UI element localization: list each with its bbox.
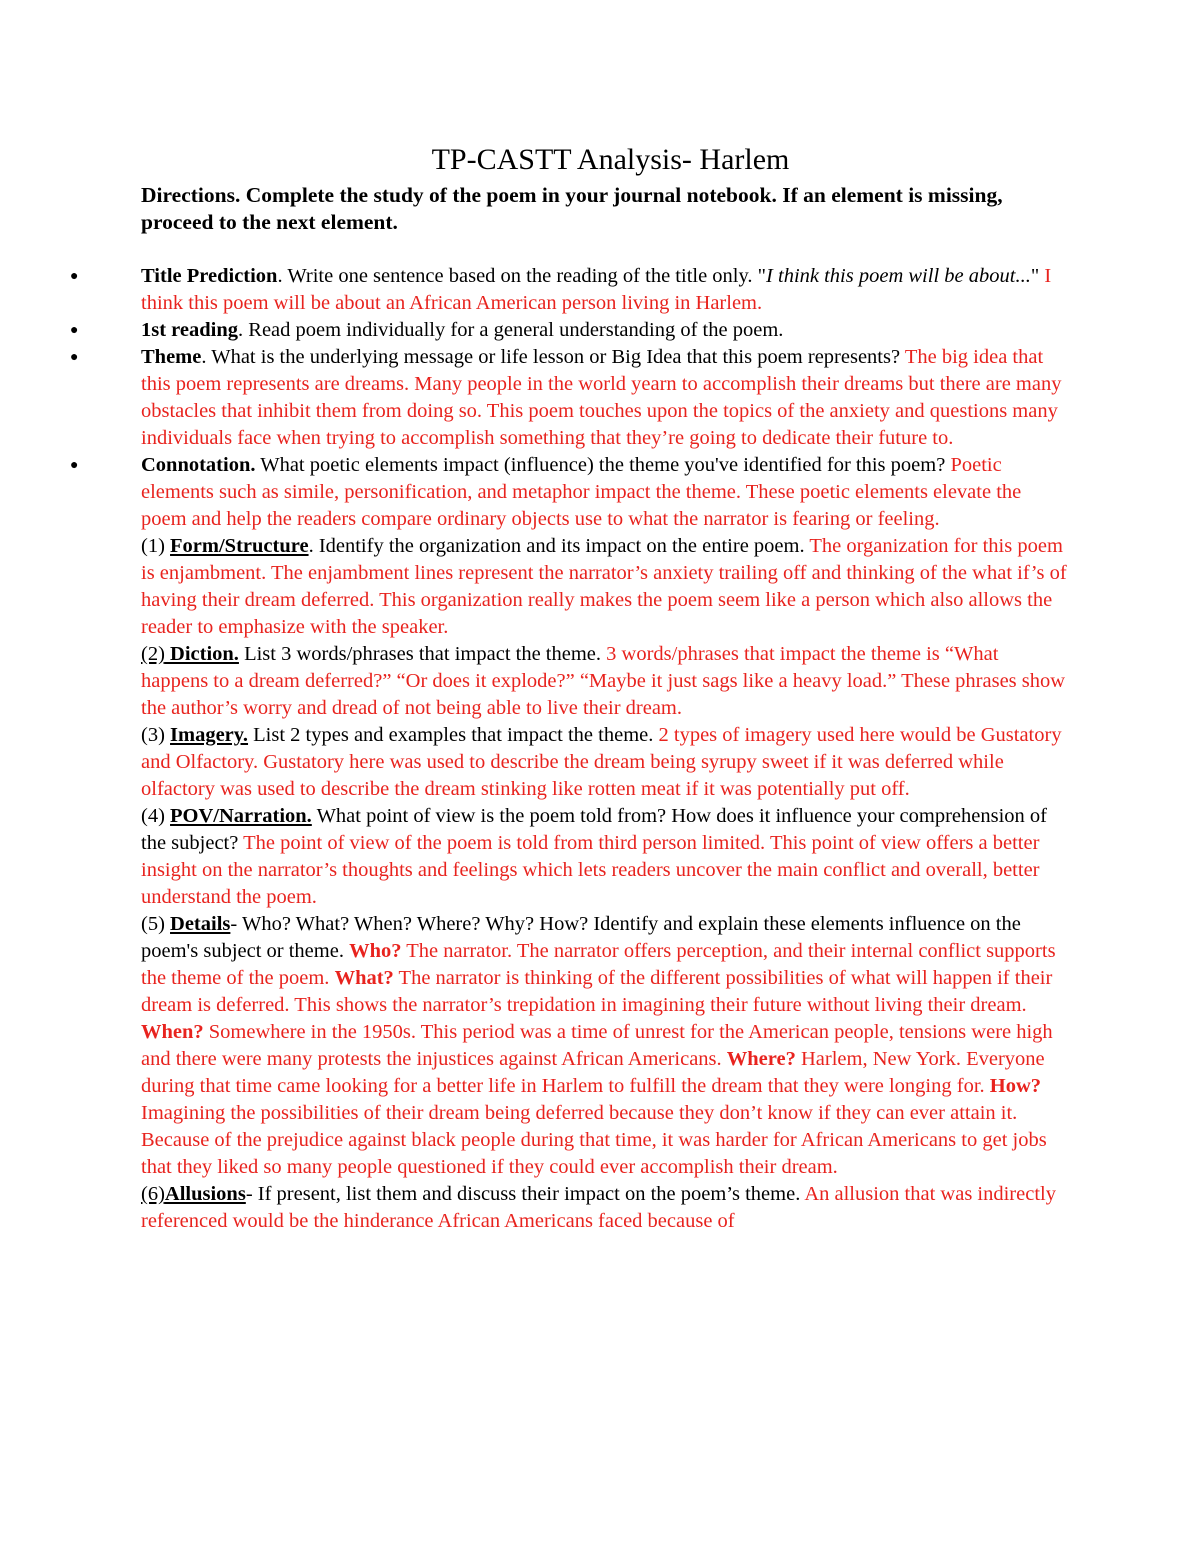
details-how-text: Imagining the possibilities of their dream being deferred because they don’t know if they can ever attain it. Because of the prejudice against black people during that time, it was harder for African Americans to get jobs that they liked so many people questioned if they could ever accomplish their dream. — [141, 1102, 1047, 1178]
directions-text: Complete the study of the poem in your journal notebook. If an element is missing, proceed to the next element. — [141, 183, 1003, 234]
details-how-label: How? — [989, 1075, 1042, 1097]
details-when-text: Somewhere in the 1950s. This period was a time of unrest for the American people, tensions were high and there were many protests the injustices against African Americans. — [141, 1021, 1053, 1070]
section-allusions — [141, 1181, 1070, 1235]
section-number: (5) — [141, 913, 171, 935]
section-prompt: List 2 types and examples that impact the theme. — [248, 724, 659, 746]
details-where-label: Where? — [726, 1048, 796, 1070]
item-heading: Title Prediction — [141, 265, 278, 287]
list-item-theme — [70, 344, 1070, 452]
section-prompt: - If present, list them and discuss their impact on the poem’s theme. — [245, 1183, 805, 1205]
section-imagery — [141, 722, 1070, 803]
section-heading: Diction. — [164, 643, 239, 665]
section-heading: Allusions — [164, 1183, 246, 1205]
list-item-title-prediction — [70, 263, 1070, 317]
bullet-icon — [70, 317, 141, 344]
section-prompt: List 3 words/phrases that impact the theme. — [238, 643, 607, 665]
bullet-icon — [70, 344, 141, 371]
details-where-text: Harlem, New York. Everyone during that time came looking for a better life in Harlem to fulfill the dream that they were longing for. — [141, 1048, 1045, 1097]
list-item-connotation — [70, 452, 1070, 533]
details-what-label: What? — [334, 967, 394, 989]
section-prompt: - Who? What? When? Where? Why? How? Identify and explain these elements influence on the poem's subject or theme. — [141, 913, 1021, 962]
section-number: (6) — [141, 1183, 165, 1205]
item-heading: Connotation. — [141, 454, 256, 476]
item-prompt-italic: I think this poem will be about... — [766, 265, 1031, 287]
item-prompt-end: " — [1030, 265, 1045, 287]
list-item-first-reading — [70, 317, 1070, 344]
item-answer: Poetic elements such as simile, personification, and metaphor impact the theme. These poetic elements elevate the poem and help the readers compare ordinary objects use to what the narrator is fearing or feeling. — [141, 454, 1022, 530]
bullet-icon — [70, 452, 141, 479]
section-heading: Imagery. — [170, 724, 249, 746]
section-prompt: . Identify the organization and its impact on the entire poem. — [308, 535, 810, 557]
section-heading: Details — [170, 913, 231, 935]
section-answer: The organization for this poem is enjambment. The enjambment lines represent the narrator’s anxiety trailing off and thinking of the what if’s of having their dream deferred. This organization really makes the poem seem like a person which also allows the reader to emphasize with the speaker. — [141, 535, 1067, 638]
section-details — [141, 911, 1070, 1181]
section-form-structure — [141, 533, 1070, 641]
section-number: (3) — [141, 724, 171, 746]
details-who-text: The narrator. The narrator offers perception, and their internal conflict supports the theme of the poem. — [141, 940, 1056, 989]
analysis-body — [141, 263, 1070, 1235]
section-answer: The point of view of the poem is told from third person limited. This point of view offers a better insight on the narrator’s thoughts and feelings which lets readers uncover the main conflict and overall, better understand the poem. — [141, 832, 1040, 908]
item-prompt: What poetic elements impact (influence) the theme you've identified for this poem? — [255, 454, 951, 476]
section-number: (4) — [141, 805, 171, 827]
section-diction — [141, 641, 1070, 722]
item-prompt: . What is the underlying message or life lesson or Big Idea that this poem represents? — [201, 346, 905, 368]
details-when-label: When? — [141, 1021, 204, 1043]
bullet-icon — [70, 263, 141, 290]
item-heading: Theme — [141, 346, 202, 368]
item-prompt: . Read poem individually for a general understanding of the poem. — [238, 319, 784, 341]
section-heading: POV/Narration. — [170, 805, 312, 827]
directions-label: Directions. — [141, 183, 241, 207]
page-title: TP-CASTT Analysis- Harlem — [431, 143, 790, 176]
item-prompt: . Write one sentence based on the reading of the title only. " — [277, 265, 767, 287]
section-answer: 2 types of imagery used here would be Gustatory and Olfactory. Gustatory here was used to describe the dream being syrupy sweet if it was deferred while olfactory was used to describe the dream stinking like rotten meat if it was potentially put off. — [141, 724, 1062, 800]
section-number: (1) — [141, 535, 171, 557]
details-who-label: Who? — [349, 940, 402, 962]
section-pov-narration — [141, 803, 1070, 911]
directions-paragraph — [141, 182, 1070, 236]
item-answer: I think this poem will be about an African American person living in Harlem. — [141, 265, 1052, 314]
section-answer: An allusion that was indirectly referenced would be the hinderance African Americans faced because of — [141, 1183, 1056, 1232]
details-what-text: The narrator is thinking of the different possibilities of what will happen if their dream is deferred. This shows the narrator’s trepidation in imagining their future without living their dream. — [141, 967, 1053, 1016]
section-answer: 3 words/phrases that impact the theme is “What happens to a dream deferred?” “Or does it explode?” “Maybe it just sags like a heavy load.” These phrases show the author’s worry and dread of not being able to live their dream. — [141, 643, 1066, 719]
section-prompt: What point of view is the poem told from? How does it influence your comprehension of the subject? — [141, 805, 1047, 854]
item-answer: The big idea that this poem represents are dreams. Many people in the world yearn to accomplish their dreams but there are many obstacles that inhibit them from doing so. This poem touches upon the topics of the anxiety and questions many individuals face when trying to accomplish something that they’re going to dedicate their future to. — [141, 346, 1062, 449]
section-heading: Form/Structure — [170, 535, 309, 557]
item-heading: 1st reading — [141, 319, 239, 341]
section-number: (2) — [141, 643, 165, 665]
